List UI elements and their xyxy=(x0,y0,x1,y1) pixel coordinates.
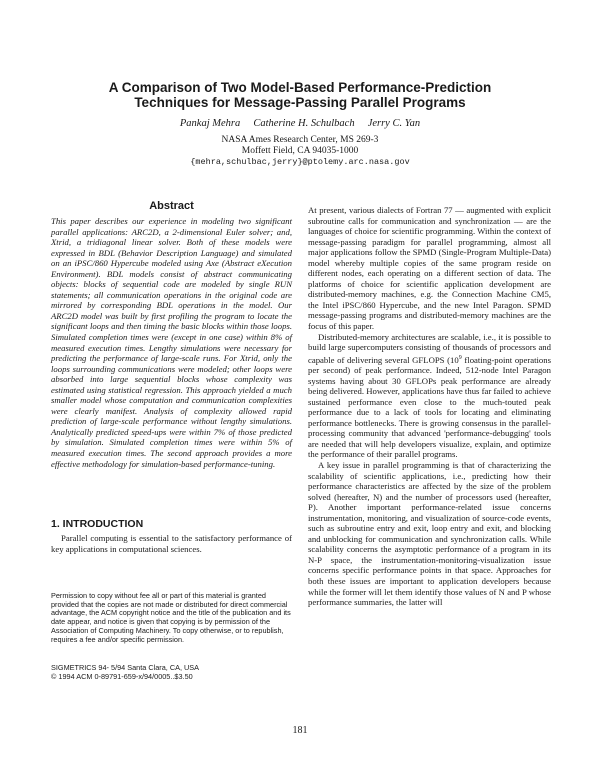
intro-heading: 1. INTRODUCTION xyxy=(51,518,144,530)
affiliation-line-2: Moffett Field, CA 94035-1000 xyxy=(241,146,359,156)
right-paragraph-1: At present, various dialects of Fortran 77 — augmented with explicit subroutine calls for communication and synchronization — are the languages of choice for scientific programming. Within the context of message-passing paradigm for parallel programming, almost all major applications follow the SPMD (Single-Program Multiple-Data) model whereby multiple copies of the same program reside on different nodes, each operating on a different section of data. The platforms of choice for scientific application development are distributed-memory machines, e.g. the Connection Machine CM5, the Intel iPSC/860 Hypercube, and the new Intel Paragon. SPMD message-passing programs and distributed-memory machines are the focus of this paper. xyxy=(308,205,551,332)
exponent: 9 xyxy=(458,354,462,361)
abstract-body xyxy=(51,216,292,469)
title-line-2: Techniques for Message-Passing Parallel Programs xyxy=(134,95,466,110)
permission-notice: Permission to copy without fee all or part of this material is granted provided that the copies are not made or distributed for direct commercial advantage, the ACM copyright notice and the title of the publication and its date appear, and notice is given that copying is by permission of the Association of Computing Machinery. To copy otherwise, or to republish, requires a fee and/or specific permission. xyxy=(51,591,291,644)
abstract-heading: Abstract xyxy=(149,200,194,212)
page-number: 181 xyxy=(292,725,308,736)
sigmetrics-line: SIGMETRICS 94- 5/94 Santa Clara, CA, USA xyxy=(51,663,200,672)
paper-title xyxy=(40,80,560,110)
affiliation-block xyxy=(60,135,540,168)
author-list: Pankaj Mehra Catherine H. Schulbach Jerry C. Yan xyxy=(179,118,421,129)
abstract-text: This paper describes our experience in modeling two significant parallel applications: ARC2D, a 2-dimensional Euler solver; and, Xtrid, a tridiagonal linear solver. Both of these models were expressed in BDL (Behavior Description Language) and simulated on an iPSC/860 Hypercube modeled using Axe (Abstract eXecution Environment). BDL models consist of abstract communicating objects: blocks of sequential code are modeled by single RUN statements; all communication operations in the original code are mirrored by corresponding BDL operations in the model. Our ARC2D model was built by first profiling the program to locate the significant loops and then timing the basic blocks within those loops. Simulated completion times were (except in one case) within 8% of measured execution times. Lengthy simulations were necessary for predicting the performance of large-scale runs. For Xtrid, only the loops surrounding communications were modeled; other loops were absorbed into large sequential blocks whose complexity was estimated using statistical regression. This approach yielded a much smaller model whose computation and communication complexities were clearly manifest. Analysis of complexity allowed rapid prediction of large-scale performance without lengthy simulations. Analytically predicted speed-ups were within 7% of those predicted by simulation. Simulated completion times were within 5% of measured execution times. The second approach provides a more effective methodology for simulation-based performance-tuning. xyxy=(51,216,292,469)
intro-text: Parallel computing is essential to the satisfactory performance of key applications in computational sciences. xyxy=(51,533,292,554)
right-column xyxy=(308,205,551,608)
right-paragraph-2-end: floating-point operations per second) of peak performance. Indeed, 512-node Intel Paragon systems having about 30 GFLOPs peak performance are already being delivered. However, applications have thus far failed to achieve sustained performance even close to the much-touted peak performance due to a lack of tools for locating and eliminating performance bottlenecks. There is growing consensus in the parallel-processing community that advanced 'performance-debugging' tools are needed that will help developers visualize, explain, and optimize the performance of their parallel programs. xyxy=(308,354,552,460)
email-list: {mehra,schulbac,jerry}@ptolemy.arc.nasa.gov xyxy=(190,157,410,167)
conference-info xyxy=(51,664,292,681)
right-paragraph-2 xyxy=(308,332,551,460)
intro-body xyxy=(51,533,292,554)
title-line-1: A Comparison of Two Model-Based Performance-Prediction xyxy=(108,80,492,95)
copyright-line: © 1994 ACM 0-89791-659-x/94/0005..$3.50 xyxy=(51,671,193,681)
right-paragraph-2-start: Distributed-memory architectures are scalable, i.e., it is possible to build large supercomputers consisting of thousands of processors and capable of delivering several GFLOPS (10 xyxy=(308,331,551,365)
right-paragraph-3: A key issue in parallel programming is that of characterizing the scalability of scientific applications, i.e., predicting how their performance characteristics are affected by the size of the problem solved (hereafter, N) and the number of processors used (hereafter, P). Another important performance-related issue concerns instrumentation, monitoring, and visualization of source-code events, such as subroutine entry and exit, loop entry and exit, and blocking and unblocking for communication and synchronization calls. While scalability concerns the asymptotic performance of a program in its N-P space, the instrumentation-monitoring-visualization issue concerns specific performance points in that space. Approaches for both these issues are important to application developers because while the former will let them identify those values of N and P whose performance summaries, the latter will xyxy=(308,460,551,608)
affiliation-line-1: NASA Ames Research Center, MS 269-3 xyxy=(221,135,379,145)
